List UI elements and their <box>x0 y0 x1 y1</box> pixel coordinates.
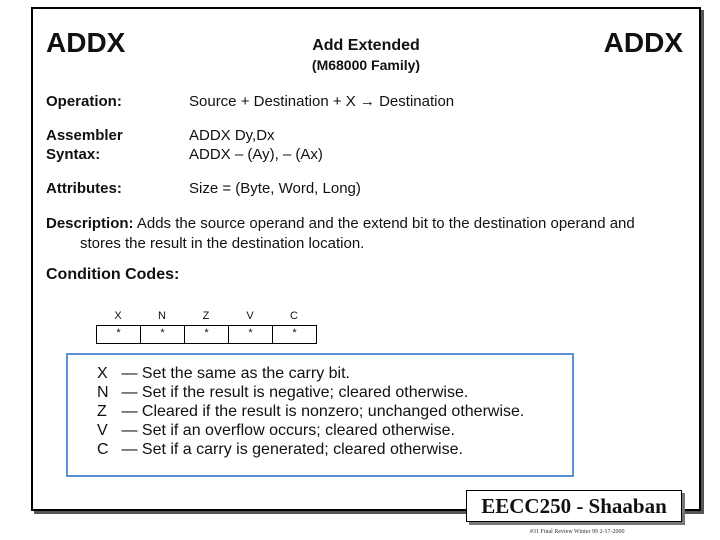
condition-code-table <box>96 310 317 344</box>
cc-header-c: C <box>290 310 298 322</box>
explanation-letter: C <box>97 441 109 458</box>
explanation-letter: X <box>97 365 108 382</box>
page-subtitle: (M68000 Family) <box>311 57 421 73</box>
explanation-text: — Set the same as the carry bit. <box>121 365 350 382</box>
attributes-label: Attributes: <box>46 180 122 197</box>
page-title: Add Extended <box>312 37 420 54</box>
cc-cell-c: * <box>292 327 297 339</box>
cc-header-n: N <box>158 310 166 322</box>
explanation-letter: Z <box>97 403 107 420</box>
course-footer-label: EECC250 - Shaaban <box>466 490 682 522</box>
description-block <box>46 214 686 254</box>
explanation-v <box>97 421 524 440</box>
explanation-z <box>97 402 524 421</box>
explanation-letter: V <box>97 422 108 439</box>
explanation-text: — Set if an overflow occurs; cleared otherwise. <box>121 422 455 439</box>
mnemonic-right: ADDX <box>603 27 683 58</box>
explanation-text: — Cleared if the result is nonzero; unchanged otherwise. <box>121 403 525 420</box>
explanation-list <box>97 364 524 459</box>
condition-codes-heading: Condition Codes: <box>46 266 180 283</box>
cc-cell-z: * <box>185 326 229 343</box>
explanation-x <box>97 364 524 383</box>
explanation-letter: N <box>97 384 109 401</box>
operation-value: Source + Destination + X → Destination <box>189 93 455 110</box>
explanation-text: — Set if a carry is generated; cleared otherwise. <box>121 441 463 458</box>
cc-header-v: V <box>246 310 254 322</box>
instruction-reference-page <box>31 7 701 511</box>
explanation-c <box>97 440 524 459</box>
description-line2: stores the result in the destination location. <box>80 235 365 252</box>
explanation-n <box>97 383 524 402</box>
assembler-label: Assembler <box>46 127 123 144</box>
cc-cell-n: * <box>141 326 185 343</box>
cc-header-x: X <box>114 310 122 322</box>
assembler-syntax-2: ADDX – (Ay), – (Ax) <box>189 146 323 163</box>
mnemonic-left: ADDX <box>46 27 126 58</box>
assembler-syntax-1: ADDX Dy,Dx <box>189 127 275 144</box>
cc-cell-x: * <box>97 326 141 343</box>
description-line1: Adds the source operand and the extend bit to the destination operand and <box>136 215 635 232</box>
syntax-label: Syntax: <box>46 146 101 163</box>
condition-code-explanations <box>66 353 574 477</box>
slide-footnote: #31 Final Review Winter 99 2-17-2000 <box>530 529 625 535</box>
condition-code-value-row <box>96 325 317 344</box>
condition-code-header-row <box>96 310 317 322</box>
attributes-value: Size = (Byte, Word, Long) <box>189 180 361 197</box>
explanation-text: — Set if the result is negative; cleared otherwise. <box>121 384 469 401</box>
cc-cell-v: * <box>229 326 273 343</box>
cc-header-z: Z <box>202 310 210 322</box>
operation-label: Operation: <box>46 93 122 110</box>
description-label: Description: <box>46 215 134 232</box>
